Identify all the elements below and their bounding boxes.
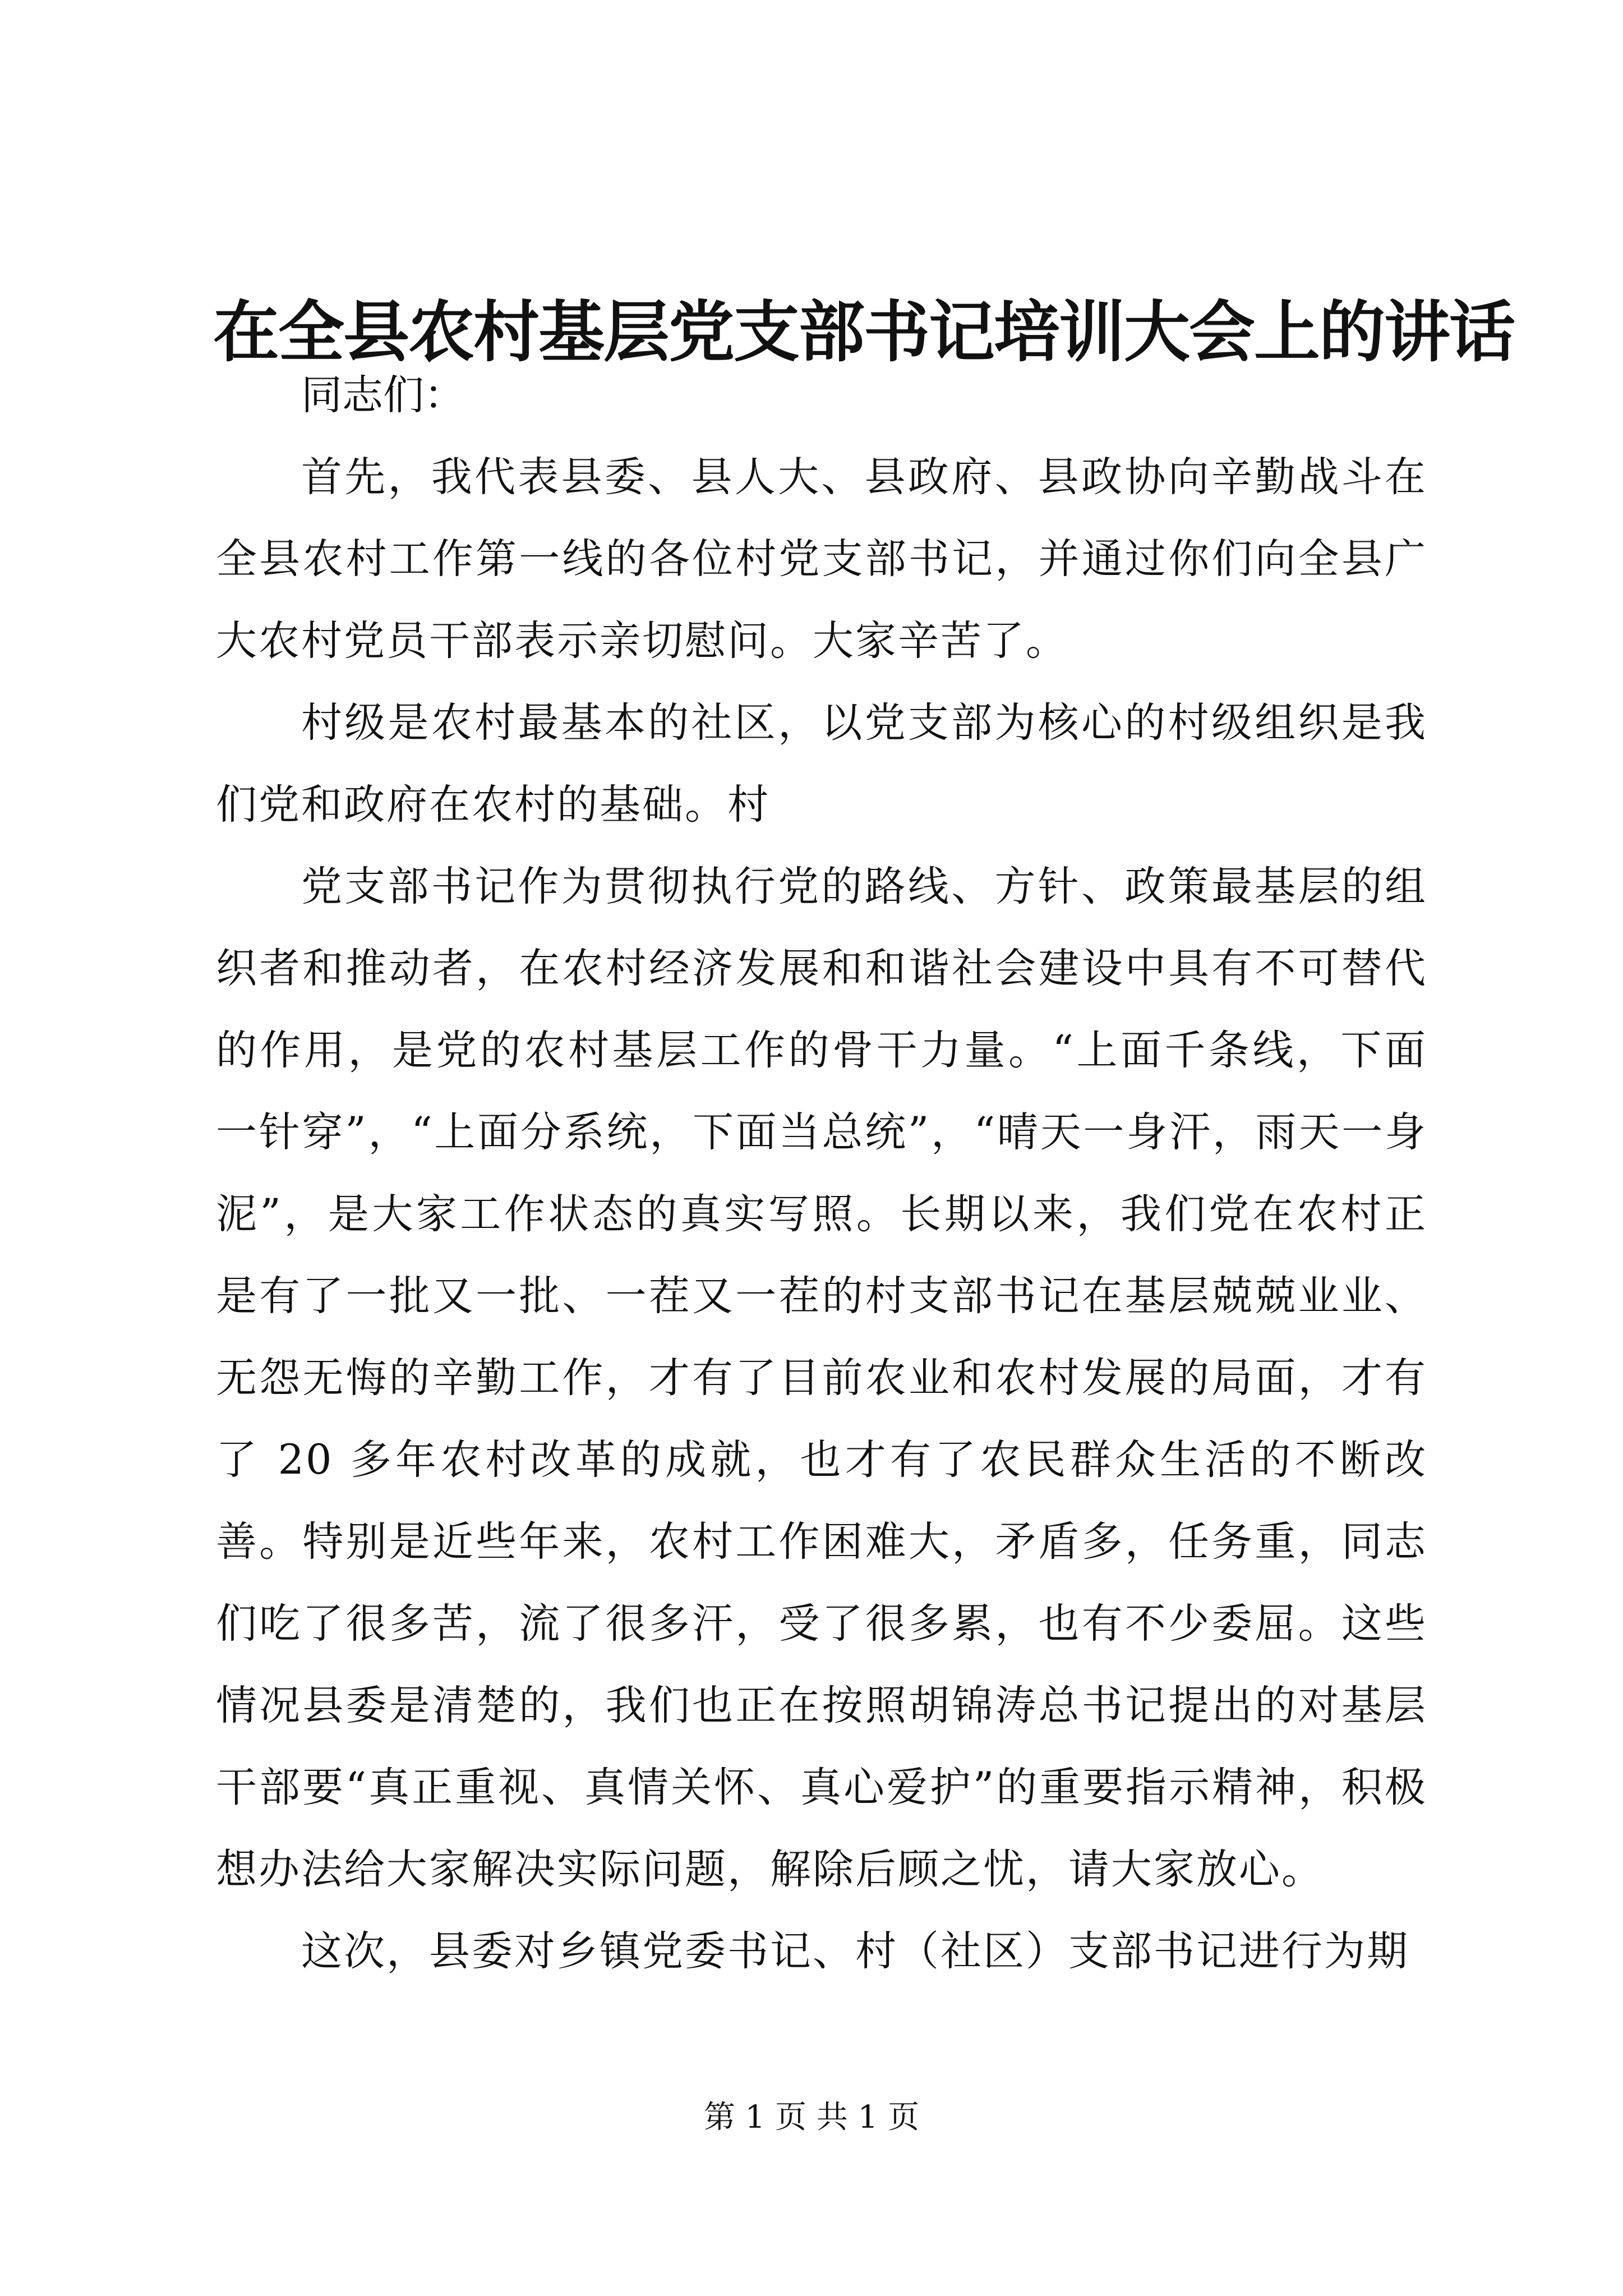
paragraph-4: 这次，县委对乡镇党委书记、村（社区）支部书记进行为期	[301, 1927, 1409, 1975]
page-footer: 第 1 页 共 1 页	[703, 2099, 920, 2136]
greeting-line: 同志们：	[301, 371, 465, 419]
document-body	[216, 355, 1427, 1993]
paragraph-3: 党支部书记作为贯彻执行党的路线、方针、政策最基层的组织者和推动者，在农村经济发展和和谐社会建设中具有不可替代的作用，是党的农村基层工作的骨干力量。“上面千条线，下面一针穿”，“上面分系统，下面当总统”，“晴天一身汗，雨天一身泥”，是大家工作状态的真实写照。长期以来，我们党在农村正是有了一批又一批、一茬又一茬的村支部书记在基层兢兢业业、无怨无悔的辛勤工作，才有了目前农业和农村发展的局面，才有了 20 多年农村改革的成就，也才有了农民群众生活的不断改善。特别是近些年来，农村工作困难大，矛盾多，任务重，同志们吃了很多苦，流了很多汗，受了很多累，也有不少委屈。这些情况县委是清楚的，我们也正在按照胡锦涛总书记提出的对基层干部要“真正重视、真情关怀、真心爱护”的重要指示精神，积极想办法给大家解决实际问题，解除后顾之忧，请大家放心。	[216, 863, 1427, 1893]
paragraph-2: 村级是农村最基本的社区，以党支部为核心的村级组织是我们党和政府在农村的基础。村	[216, 699, 1427, 829]
document-title: 在全县农村基层党支部书记培训大会上的讲话	[213, 293, 1515, 371]
paragraph-1: 首先，我代表县委、县人大、县政府、县政协向辛勤战斗在全县农村工作第一线的各位村党支部书记，并通过你们向全县广大农村党员干部表示亲切慰问。大家辛苦了。	[216, 453, 1427, 665]
